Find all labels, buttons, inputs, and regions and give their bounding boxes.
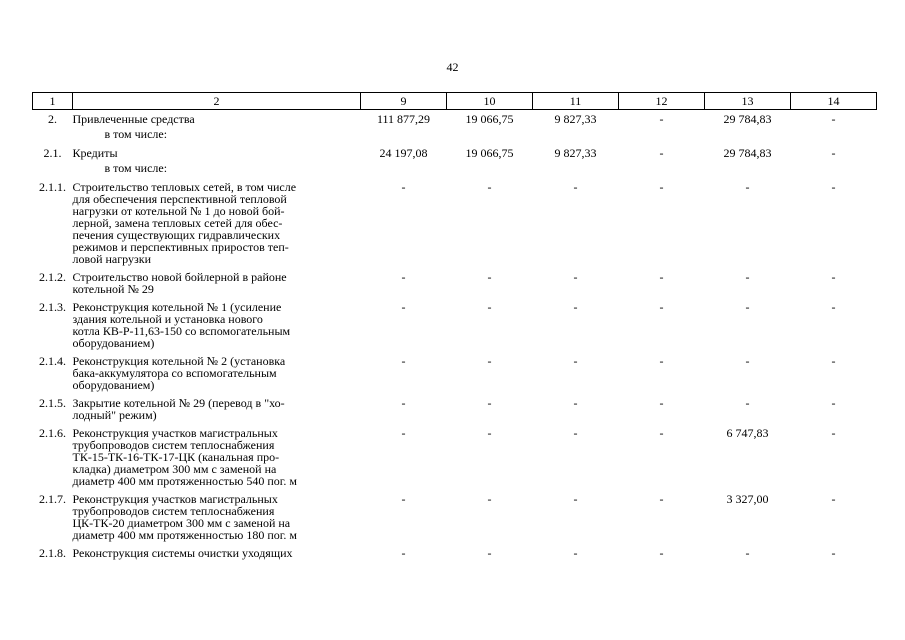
- value-cell: -: [831, 112, 836, 126]
- row-number: 2.1.6.: [39, 426, 66, 440]
- row-description-cell: [73, 110, 361, 129]
- row-description-cell: [73, 544, 361, 562]
- value-cell: 6 747,83: [726, 426, 769, 440]
- header-cell: 1: [33, 93, 73, 110]
- row-description: Реконструкция системы очистки уходящих: [72, 546, 293, 560]
- value-cell: -: [487, 426, 492, 440]
- value-cell: 19 066,75: [465, 112, 514, 126]
- header-cell: 2: [73, 93, 361, 110]
- row-description-cell: [73, 128, 361, 144]
- value-cell: -: [659, 426, 664, 440]
- value-cell: -: [831, 426, 836, 440]
- value-cell: -: [659, 112, 664, 126]
- row-description: Реконструкция участков магистральных трубопроводов систем теплоснабжения ТК-15-ТК-16-ТК-17-ЦК (канальная про- кладка) диаметром 300 мм с заменой на диаметр 400 мм протяженностью 540 пог. м: [72, 426, 297, 488]
- value-cell: 29 784,83: [723, 146, 772, 160]
- value-cell: [791, 162, 877, 178]
- value-cell: -: [487, 546, 492, 560]
- header-cell: 14: [791, 93, 877, 110]
- table-row: [33, 268, 877, 298]
- row-number: [33, 128, 73, 144]
- row-number: 2.1.: [43, 146, 62, 160]
- value-cell: -: [573, 270, 578, 284]
- table-row: [33, 144, 877, 162]
- row-number: [33, 162, 73, 178]
- row-description: Реконструкция участков магистральных трубопроводов систем теплоснабжения ЦК-ТК-20 диаметром 300 мм с заменой на диаметр 400 мм протяженностью 180 пог. м: [72, 492, 297, 542]
- value-cell: -: [659, 180, 664, 194]
- value-cell: -: [659, 354, 664, 368]
- row-description-cell: [73, 352, 361, 394]
- value-cell: -: [487, 300, 492, 314]
- table-row: [33, 424, 877, 490]
- value-cell: -: [831, 180, 836, 194]
- row-description-cell: [73, 298, 361, 352]
- value-cell: -: [573, 546, 578, 560]
- table-row: [33, 110, 877, 129]
- row-number: 2.1.2.: [39, 270, 66, 284]
- value-cell: -: [573, 426, 578, 440]
- value-cell: -: [401, 396, 406, 410]
- value-cell: 9 827,33: [554, 112, 597, 126]
- table-body: [33, 110, 877, 563]
- row-description: Реконструкция котельной № 1 (усиление здания котельной и установка нового котла КВ-Р-11,63-150 со вспомогательным оборудованием): [72, 300, 291, 350]
- row-description-cell: [73, 144, 361, 162]
- value-cell: -: [401, 270, 406, 284]
- value-cell: 3 327,00: [726, 492, 769, 506]
- value-cell: -: [659, 270, 664, 284]
- value-cell: [447, 128, 533, 144]
- table-subrow: [33, 162, 877, 178]
- value-cell: -: [745, 270, 750, 284]
- row-description-cell: [73, 394, 361, 424]
- value-cell: [619, 128, 705, 144]
- row-description: Реконструкция котельной № 2 (установка бака-аккумулятора со вспомогательным оборудованием): [72, 354, 286, 392]
- row-number: 2.1.8.: [39, 546, 66, 560]
- value-cell: -: [745, 396, 750, 410]
- value-cell: -: [745, 546, 750, 560]
- value-cell: -: [487, 354, 492, 368]
- header-cell: 9: [361, 93, 447, 110]
- value-cell: -: [573, 180, 578, 194]
- value-cell: -: [573, 300, 578, 314]
- row-number: 2.1.7.: [39, 492, 66, 506]
- value-cell: -: [401, 354, 406, 368]
- value-cell: 24 197,08: [379, 146, 428, 160]
- row-description: в том числе:: [104, 127, 168, 141]
- value-cell: [533, 128, 619, 144]
- value-cell: [533, 162, 619, 178]
- row-description-cell: [73, 178, 361, 268]
- value-cell: 9 827,33: [554, 146, 597, 160]
- value-cell: -: [573, 354, 578, 368]
- value-cell: -: [659, 492, 664, 506]
- header-cell: 12: [619, 93, 705, 110]
- value-cell: 111 877,29: [376, 112, 431, 126]
- value-cell: -: [401, 426, 406, 440]
- value-cell: [705, 162, 791, 178]
- value-cell: -: [659, 300, 664, 314]
- value-cell: -: [745, 180, 750, 194]
- value-cell: 29 784,83: [723, 112, 772, 126]
- value-cell: -: [745, 354, 750, 368]
- value-cell: [447, 162, 533, 178]
- value-cell: -: [401, 492, 406, 506]
- value-cell: -: [487, 492, 492, 506]
- table-header-row: [33, 93, 877, 110]
- value-cell: -: [659, 146, 664, 160]
- value-cell: -: [831, 270, 836, 284]
- row-description-cell: [73, 268, 361, 298]
- row-number: 2.1.1.: [39, 180, 66, 194]
- row-description: Кредиты: [72, 146, 118, 160]
- table-row: [33, 490, 877, 544]
- value-cell: -: [573, 396, 578, 410]
- value-cell: [361, 162, 447, 178]
- value-cell: -: [487, 180, 492, 194]
- value-cell: -: [831, 546, 836, 560]
- header-cell: 11: [533, 93, 619, 110]
- table-row: [33, 298, 877, 352]
- value-cell: -: [487, 270, 492, 284]
- row-description-cell: [73, 490, 361, 544]
- value-cell: -: [831, 300, 836, 314]
- table-row: [33, 394, 877, 424]
- row-description: Строительство новой бойлерной в районе котельной № 29: [72, 270, 287, 296]
- value-cell: -: [659, 396, 664, 410]
- value-cell: -: [487, 396, 492, 410]
- header-cell: 13: [705, 93, 791, 110]
- table-subrow: [33, 128, 877, 144]
- value-cell: [705, 128, 791, 144]
- row-description: в том числе:: [104, 161, 168, 175]
- row-description: Привлеченные средства: [72, 112, 195, 126]
- row-number: 2.1.3.: [39, 300, 66, 314]
- row-number: 2.1.4.: [39, 354, 66, 368]
- value-cell: -: [401, 546, 406, 560]
- value-cell: -: [831, 396, 836, 410]
- value-cell: [791, 128, 877, 144]
- header-cell: 10: [447, 93, 533, 110]
- row-description: Закрытие котельной № 29 (перевод в "хо- лодный" режим): [72, 396, 285, 422]
- value-cell: -: [401, 300, 406, 314]
- value-cell: -: [831, 492, 836, 506]
- value-cell: -: [573, 492, 578, 506]
- row-number: 2.: [48, 112, 57, 126]
- financing-table: [32, 92, 877, 562]
- row-description-cell: [73, 424, 361, 490]
- row-description-cell: [73, 162, 361, 178]
- value-cell: -: [659, 546, 664, 560]
- value-cell: [619, 162, 705, 178]
- value-cell: 19 066,75: [465, 146, 514, 160]
- page-number: 42: [446, 60, 459, 74]
- table-row: [33, 352, 877, 394]
- table-row: [33, 544, 877, 562]
- value-cell: -: [831, 354, 836, 368]
- value-cell: -: [401, 180, 406, 194]
- table-row: [33, 178, 877, 268]
- row-number: 2.1.5.: [39, 396, 66, 410]
- value-cell: [361, 128, 447, 144]
- value-cell: -: [831, 146, 836, 160]
- value-cell: -: [745, 300, 750, 314]
- row-description: Строительство тепловых сетей, в том числе для обеспечения перспективной тепловой нагрузки от котельной № 1 до новой бой- лерной, замена тепловых сетей для обес- печения существующих гидравлических режимов и перспективных приростов теп- ловой нагрузки: [72, 180, 297, 266]
